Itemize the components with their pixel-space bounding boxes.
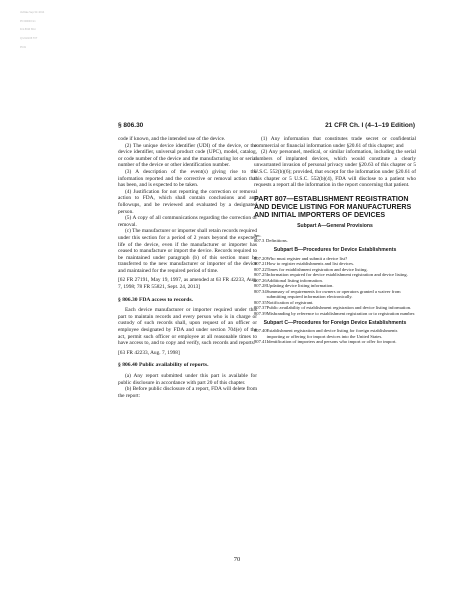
stamp-line: PC31 bbox=[20, 45, 26, 49]
toc-item[interactable] bbox=[254, 339, 416, 345]
stamp-line: PO 00000 Frm bbox=[20, 19, 36, 23]
stamp-line: VerDate Sep<11>2014 bbox=[20, 10, 45, 14]
paragraph: (3) A description of the event(s) giving rise to the information reported and the corrective or removal action that has been, and is expected to be taken. bbox=[118, 168, 257, 189]
paragraph: (1) Any information that constitutes trade secret or confidential commercial or financial information under §20.61 of this chapter; and bbox=[254, 136, 416, 149]
toc-title: Notification of registrant. bbox=[266, 299, 314, 305]
paragraph: code if known, and the intended use of the device. bbox=[118, 136, 226, 142]
stamp-line: Q:\21\21V8.TXT bbox=[20, 36, 38, 40]
header-section: § 806.30 bbox=[118, 122, 144, 129]
left-column bbox=[118, 136, 257, 556]
toc-item[interactable] bbox=[254, 289, 416, 300]
toc-number: 807.25 bbox=[254, 272, 267, 278]
citation: [63 FR 42233, Aug. 7, 1998] bbox=[118, 349, 180, 356]
header-title: 21 CFR Ch. I (4–1–19 Edition) bbox=[325, 122, 415, 129]
toc-title: Summary of requirements for owners or operators granted a waiver from submitting required information electronically. bbox=[266, 288, 401, 300]
paragraph: (5) A copy of all communications regarding the correction or removal. bbox=[118, 215, 257, 228]
toc-title: Updating device listing information. bbox=[266, 283, 334, 289]
section-heading-806-30: § 806.30 FDA access to records. bbox=[118, 296, 193, 303]
page-number: 70 bbox=[233, 556, 241, 563]
toc-title: Information required for device establishment registration and device listing. bbox=[266, 272, 408, 278]
sec-label: Sec. bbox=[254, 232, 262, 238]
toc-title: Additional listing information. bbox=[266, 277, 323, 283]
toc-item[interactable] bbox=[254, 238, 416, 244]
toc-number: 807.21 bbox=[254, 261, 267, 267]
paragraph: (b) Before public disclosure of a report, FDA will delete from the report: bbox=[118, 386, 257, 399]
toc-number: 807.40 bbox=[254, 328, 267, 334]
subpart-a-heading: Subpart A—General Provisions bbox=[297, 223, 373, 230]
toc-title: Public availability of establishment registration and device listing information. bbox=[266, 305, 412, 311]
section-heading-806-40: § 806.40 Public availability of reports. bbox=[118, 362, 209, 369]
paragraph: (4) Justification for not reporting the correction or removal action to FDA, which shall contain conclusions and any followups, and be reviewed and evaluated by a designated person. bbox=[118, 188, 257, 215]
toc-title: Establishment registration and device listing for foreign establishments importing or offering for import devices into the United States. bbox=[266, 328, 398, 339]
toc-title: Who must register and submit a device list? bbox=[266, 255, 348, 261]
paragraph: (2) The unique device identifier (UDI) of the device, or the device identifier, universal product code (UPC), model, catalog, or code number of the device and the manufacturing lot or serial number of the device or other identification number. bbox=[118, 142, 257, 169]
toc-title: Misbranding by reference to establishment registration or to registration number. bbox=[266, 310, 416, 316]
toc-number: 807.3 bbox=[254, 237, 265, 243]
toc-number: 807.20 bbox=[254, 255, 267, 261]
right-column bbox=[254, 136, 416, 556]
toc-number: 807.37 bbox=[254, 305, 267, 311]
paragraph: (a) Any report submitted under this part is available for public disclosure in accordance with part 20 of this chapter. bbox=[118, 373, 257, 386]
toc-title: Identification of importers and persons who import or offer for import. bbox=[266, 339, 397, 345]
toc-title: How to register establishments and list devices. bbox=[266, 261, 355, 267]
toc-number: 807.35 bbox=[254, 299, 267, 305]
paragraph: Each device manufacturer or importer required under this part to maintain records and every person who is in charge or custody of such records shall, upon request of an officer or employee designated by FDA and under section 704(e) of the act, permit such officer or employee at all reasonable times to have access to, and to copy and verify, such records and reports. bbox=[118, 307, 257, 347]
running-header bbox=[118, 122, 415, 134]
stamp-line: Fmt 8010 Sfmt bbox=[20, 28, 36, 32]
paragraph: (c) The manufacturer or importer shall retain records required under this section for a period of 2 years beyond the expected life of the device, even if the manufacturer or importer has ceased to manufacture or import the device. Records required to be maintained under paragraph (b) of this section must be transferred to the new manufacturer or importer of the device and maintained for the required period of time. bbox=[118, 228, 257, 274]
paragraph: (2) Any personnel, medical, or similar information, including the serial numbers of implanted devices, which would constitute a clearly unwarranted invasion of personal privacy under §20.63 of this chapter or 5 U.S.C. 552(b)(6); provided, that except for the information under §20.61 of this chapter or 5 U.S.C. 552(b)(4), FDA will disclose to a patient who requests a report all the information in the report concerning that patient. bbox=[254, 149, 416, 189]
toc-number: 807.34 bbox=[254, 288, 267, 294]
toc-number: 807.22 bbox=[254, 266, 267, 272]
toc-number: 807.28 bbox=[254, 283, 267, 289]
part-heading: PART 807—ESTABLISHMENT REGISTRATION AND DEVICE LISTING FOR MANUFACTURERS AND INITIAL IMPORTERS OF DEVICES bbox=[254, 194, 412, 220]
file-stamp bbox=[20, 6, 50, 49]
toc-title: Times for establishment registration and device listing. bbox=[266, 266, 368, 272]
subpart-b-heading: Subpart B—Procedures for Device Establishments bbox=[273, 247, 397, 254]
subpart-c-heading: Subpart C—Procedures for Foreign Device Establishments bbox=[263, 320, 407, 327]
toc-number: 807.39 bbox=[254, 310, 267, 316]
citation: [62 FR 27191, May 19, 1997, as amended at 63 FR 42233, Aug. 7, 1998; 78 FR 55821, Sept. 24, 2013] bbox=[118, 277, 257, 291]
toc-number: 807.26 bbox=[254, 277, 267, 283]
toc-number: 807.41 bbox=[254, 339, 267, 345]
toc-item[interactable] bbox=[254, 311, 416, 317]
toc-item[interactable] bbox=[254, 328, 416, 339]
toc-title: Definitions. bbox=[266, 237, 288, 243]
